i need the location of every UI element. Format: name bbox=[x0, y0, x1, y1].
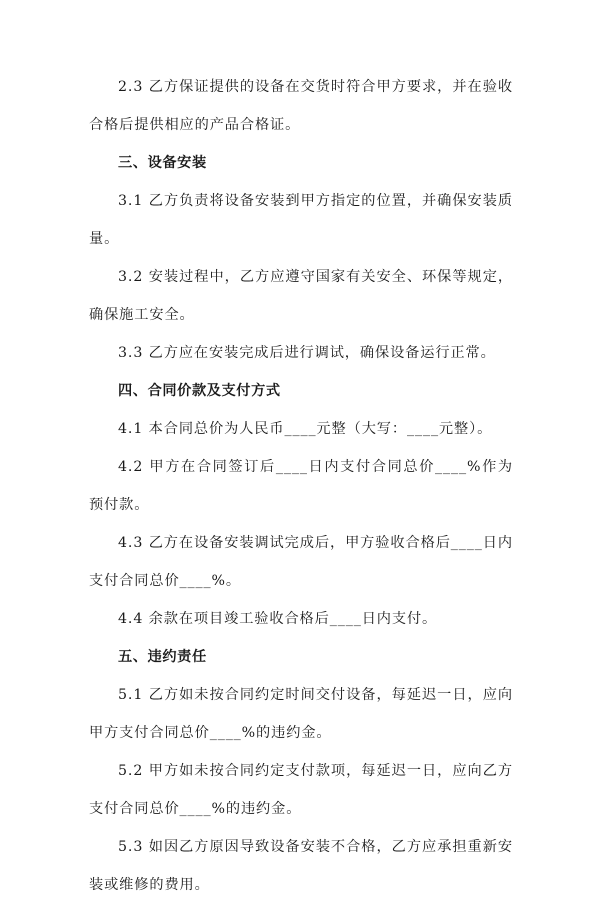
clause-3-1: 3.1 乙方负责将设备安装到甲方指定的位置，并确保安装质量。 bbox=[89, 193, 513, 247]
clause-5-2: 5.2 甲方如未按合同约定支付款项，每延迟一日，应向乙方支付合同总价____%的违约金。 bbox=[89, 763, 513, 817]
clause-4-3: 4.3 乙方在设备安装调试完成后，甲方验收合格后____日内支付合同总价____%。 bbox=[89, 535, 513, 589]
clause-5-1: 5.1 乙方如未按合同约定时间交付设备，每延迟一日，应向甲方支付合同总价____%的违约金。 bbox=[89, 687, 513, 741]
clause-2-3: 2.3 乙方保证提供的设备在交货时符合甲方要求，并在验收合格后提供相应的产品合格证。 bbox=[89, 79, 513, 133]
document-body bbox=[89, 68, 513, 904]
section-heading-equipment-installation: 三、设备安装 bbox=[118, 155, 207, 171]
clause-5-3: 5.3 如因乙方原因导致设备安装不合格，乙方应承担重新安装或维修的费用。 bbox=[89, 839, 513, 893]
section-heading-breach-liability: 五、违约责任 bbox=[118, 649, 207, 665]
section-heading-price-and-payment: 四、合同价款及支付方式 bbox=[118, 383, 281, 399]
clause-3-2: 3.2 安装过程中，乙方应遵守国家有关安全、环保等规定，确保施工安全。 bbox=[89, 269, 513, 323]
clause-4-1: 4.1 本合同总价为人民币____元整（大写：____元整）。 bbox=[118, 421, 493, 437]
clause-3-3: 3.3 乙方应在安装完成后进行调试，确保设备运行正常。 bbox=[118, 345, 496, 361]
clause-4-2: 4.2 甲方在合同签订后____日内支付合同总价____%作为预付款。 bbox=[89, 459, 513, 513]
clause-4-4: 4.4 余款在项目竣工验收合格后____日内支付。 bbox=[118, 611, 438, 627]
